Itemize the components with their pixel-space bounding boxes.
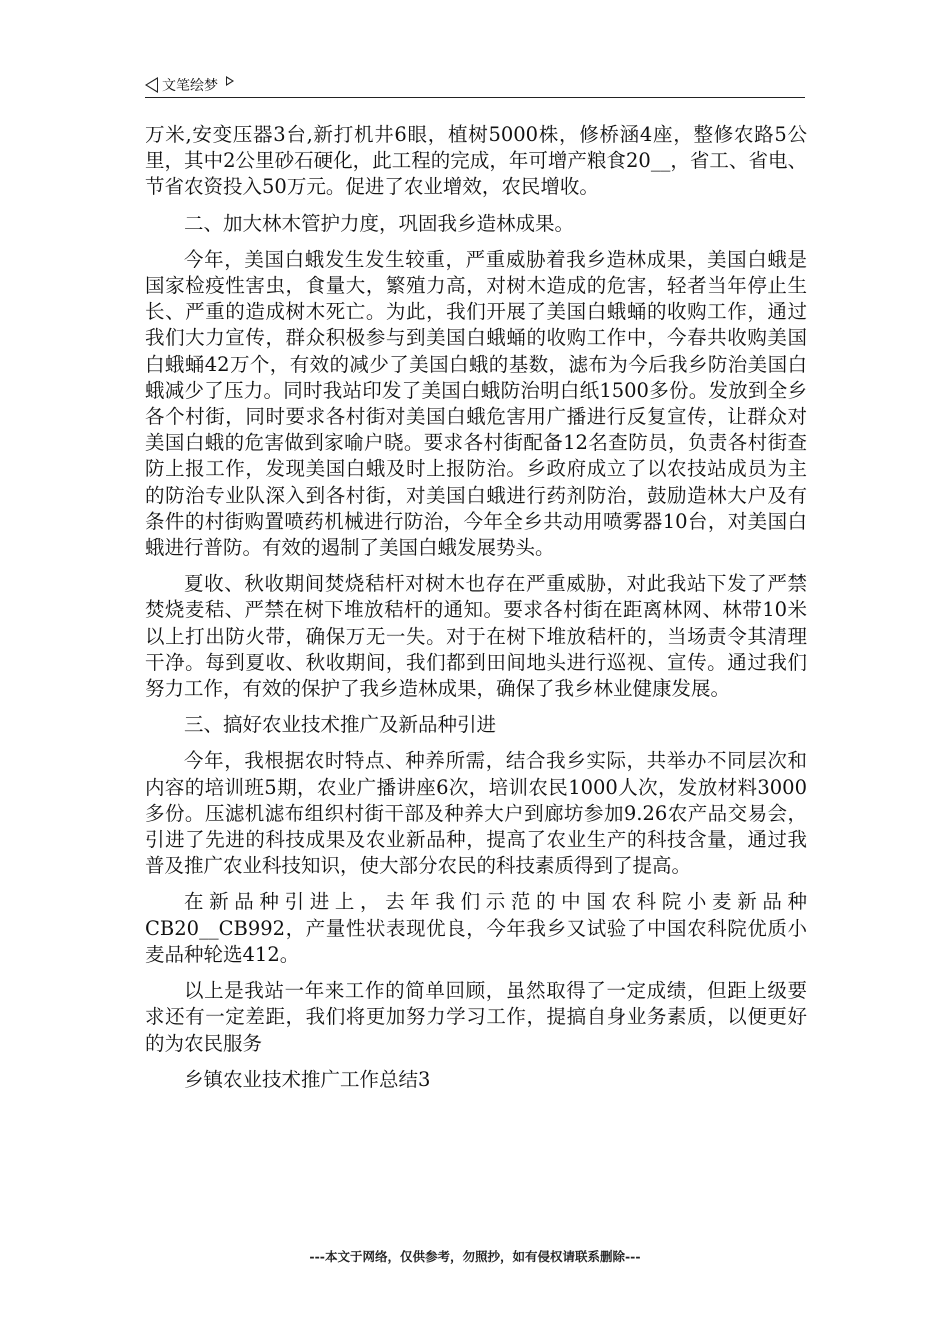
header-divider [145,97,805,98]
header-brand: 文笔绘梦 [162,78,218,94]
document-subtitle: 乡镇农业技术推广工作总结3 [184,1067,431,1091]
triangle-right-icon [226,76,234,86]
section-heading: 二、加大林木管护力度，巩固我乡造林成果。 [184,211,575,235]
document-body [145,122,807,1103]
paragraph: 今年，美国白蛾发生发生较重，严重威胁着我乡造林成果，美国白蛾是国家检疫性害虫，食量大，繁殖力高，对树木造成的危害，轻者当年停止生长、严重的造成树木死亡。为此，我们开展了美国白蛾蛹的收购工作，通过我们大力宣传，群众积极参与到美国白蛾蛹的收购工作中，今春共收购美国白蛾蛹42万个，有效的减少了美国白蛾的基数，滤布为今后我乡防治美国白蛾减少了压力。同时我站印发了美国白蛾防治明白纸1500多份。发放到全乡各个村街，同时要求各村街对美国白蛾危害用广播进行反复宣传，让群众对美国白蛾的危害做到家喻户晓。要求各村街配备12名查防员，负责各村街查防上报工作，发现美国白蛾及时上报防治。乡政府成立了以农技站成员为主的防治专业队深入到各村街，对美国白蛾进行药剂防治，鼓励造林大户及有条件的村街购置喷药机械进行防治，今年全乡共动用喷雾器10台，对美国白蛾进行普防。有效的遏制了美国白蛾发展势头。 [145,247,807,560]
paragraph: 在新品种引进上，去年我们示范的中国农科院小麦新品种CB20__CB992，产量性状表现优良，今年我乡又试验了中国农科院优质小麦品种轮选412。 [145,890,807,966]
paragraph: 夏收、秋收期间焚烧秸杆对树木也存在严重威胁，对此我站下发了严禁焚烧麦秸、严禁在树下堆放秸杆的通知。要求各村街在距离林网、林带10米以上打出防火带，确保万无一失。对于在树下堆放秸杆的，当场责令其清理干净。每到夏收、秋收期间，我们都到田间地头进行巡视、宣传。通过我们努力工作，有效的保护了我乡造林成果，确保了我乡林业健康发展。 [145,572,807,701]
section-heading: 三、搞好农业技术推广及新品种引进 [184,713,497,737]
triangle-left-icon [145,77,158,93]
paragraph: 以上是我站一年来工作的简单回顾，虽然取得了一定成绩，但距上级要求还有一定差距，我们将更加努力学习工作，提搞自身业务素质，以便更好的为农民服务 [145,979,807,1055]
paragraph: 今年，我根据农时特点、种养所需，结合我乡实际，共举办不同层次和内容的培训班5期，农业广播讲座6次，培训农民1000人次，发放材料3000多份。压滤机滤布组织村街干部及种养大户到廊坊参加9.26农产品交易会，引进了先进的科技成果及农业新品种，提高了农业生产的科技含量，通过我普及推广农业科技知识，使大部分农民的科技素质得到了提高。 [145,749,807,878]
footer-notice: ---本文于网络，仅供参考，勿照抄，如有侵权请联系删除--- [309,1249,641,1264]
paragraph: 万米,安变压器3台,新打机井6眼，植树5000株，修桥涵4座，整修农路5公里，其中2公里砂石硬化，此工程的完成，年可增产粮食20__，省工、省电、节省农资投入50万元。促进了农业增效，农民增收。 [145,123,807,199]
page-header [145,72,805,98]
